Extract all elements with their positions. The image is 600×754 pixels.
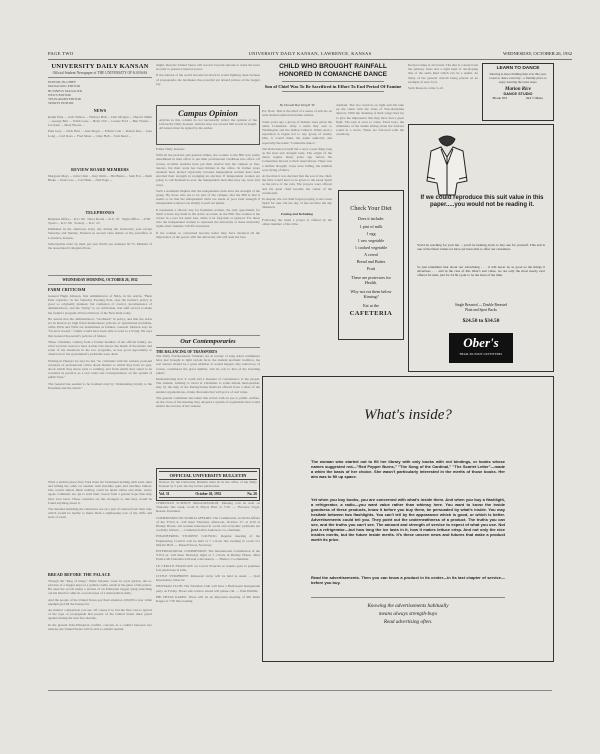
staff-line: EDITOR-IN-CHIEF xyxy=(48,80,77,84)
bread-article-body: Though the "king of kings," Haile Selassie, loses in royal garden, the re-pictures of a beggar kept on a golden cradle, sends at the gates of his palace. He used the words under a picture of an Ethiopian beggar lying stretching out his hand for alms in a recent issue of a metropolitan daily. And the people of the United States pay their attention 100,000 a year while unemployed till the houses far. An interior comparison you see. Of course it is, but the first case is typical of the type of propaganda that people of the United States must guard against during the next few months. In the present Italo-Ethiopian conflict, concern as a conflict between two nations, the United States will be able to remain neutral. xyxy=(48,578,152,631)
staff-line: MANAGING EDITOR xyxy=(48,84,81,89)
whats-inside-paragraph-2: Yet when you buy books, you are concerned with what's inside them. And when you buy a flashlight, a refrigerator, a radio—you want value rather than whimsy here. You want to know the inside goodness of these products, know it before you buy them, be persuaded by what's inside. You may hesitate between two flashlights. You can't tell by the appearance which is good, or which is better. Advertisements could tell you. They point out the underneathness of a product. The truths you can see, and the truths you can't see. The amount and strength of service to expect of what you use. Not just a refrigerator—but how long the ice lasts in it, how it makes lettuce crisp. And not only the nice insides merits, but the future inside merits. It's these unseen news and futures that make a product worth its price. xyxy=(311,497,505,542)
whats-inside-paragraph-3: Read the advertisements. Then you can know a product in its center—in its last chapter of service—before you buy. xyxy=(311,575,505,585)
masthead-subtitle: Official Student Newspaper of THE UNIVERSITY OF KANSAS xyxy=(52,71,148,75)
bulletin-title: OFFICIAL UNIVERSITY BULLETIN xyxy=(159,471,257,480)
staff-line: NEWS EDITOR xyxy=(48,92,71,97)
obers-logo-text: Ober's xyxy=(463,335,499,350)
whats-inside-footer-1: Knowing the advertisements habitually xyxy=(367,603,449,609)
rain-story-right-text: dormant. The two warriors on right and left take up the chant with the sides of War-discipline dancers. With the chanting of their songs they try to give the impression that they have had a great fight. The rain is soon to come. Tired boys, the drummers of the drums sitting about the dancers round in a circle. These are followed with the ceremony. xyxy=(336,103,404,137)
staff-line: TELEGRAPH EDITOR xyxy=(48,97,81,102)
newspaper-name-header: UNIVERSITY DAILY KANSAN, LAWRENCE, KANSAS xyxy=(248,51,372,56)
diet-item: 1 cooked vegetable xyxy=(354,245,388,250)
page-bottom-rule xyxy=(48,690,552,691)
telephones-block: Business Office ... K.U. 66 News Room ... K.U. 25 Night Office ... 2700 Sports ... K.U. 66 Society ... K.U. 25 Published in the afternoon every day during the University year except Saturday and Sunday. Entered as second class matter at the postoffice at Lawrence, Kansas. Subscription rates: by mail, per year $3.00; per semester $1.75. Member of the Associated Collegiate Press. xyxy=(48,216,152,250)
page-header xyxy=(48,49,572,60)
campus-opinion-note: Articles in this column do not necessarily reflect the opinion of the University Daily Kansan. Articles may not exceed 300 words in length. All letters must be signed by the author. xyxy=(159,118,257,131)
diet-item: 1 raw vegetable xyxy=(357,238,385,243)
rain-story-left-text: By Donald Roe Knight 'H Ed. Note: This is the third of a series of articles on each modern American Indian culture. Some years ago a group of Indians were given the name Comanche. Only a name they sent to Washington and the Indian Cultural. When such a reparation is begun not to any group of twenty kids, it would make the name authority and especially the name "Comanche dance." The Rain dance is held but a once a year thing long as the heat and drought lasts. The origin of the dance begins many years ago before the Comanches moved to their reservations. There was a terrible drought; crops were failing, the animals were dying of thirst. At the time it was decided that the son of the chief, the tribe would have to be given to the Great Spirit as the price of the rain. The prayers were offered and the great chief became the center of the ceremonial. In despair, the old chief began praying to the Great Spirit for rain. On the day of the sacrifice the sky darkened. Fasting and Rebuking Following the ritual a prayer is offered by the oldest member of the tribe. xyxy=(262,103,332,227)
masthead-dateline: WEDNESDAY MORNING, OCTOBER 26, 1932 xyxy=(62,277,138,282)
obers-ad-sizes: Single Breasted — Double Breasted xyxy=(454,303,508,307)
whats-inside-ad xyxy=(262,376,554,662)
bulletin-number: No. 26 xyxy=(247,492,257,496)
obers-ad-price: $24.50 to $34.50 xyxy=(462,318,500,324)
dance-ad-name: Marion Rice xyxy=(505,86,531,92)
obers-ad-sizes-2: Plain and Sport Backs xyxy=(465,308,497,312)
column-four-top-text: Reciprocating at all events. The diet is a study from the primary basis and a right kind of developing that of the same kind which can be a useful. As many of the general custom being placed on an example of new food. Such Reasons come to all. xyxy=(408,63,478,91)
diet-ad-question: Why not eat them below Kinsing? xyxy=(350,289,392,299)
diet-ad-eat: Eat at the xyxy=(363,303,379,308)
diet-item: 1 egg xyxy=(366,231,376,236)
farm-article-body: General Hugh Johnson, first administrator of NRA, in his article, "Burn Park Capitals," in the Saturday Evening Post, says the farmer's policy is good so originally planned, but confusion of control, incompetence of administrators, and the "bring" to on cultivation, had staff served to make the farmer's program all but oblivious of the New Deal today. He asserts that the administrators "vacillated" in policy, and that the AAA set in motion no high fixed maintenance policies of agricultural problems, while PWA and WPA are determined as failures. General Johnson says he "favored reward," claims would have been able to lead to a living. He says that General Roosevelt's policies of failure. These criticisms, coming from a former member of the official family, are what we have reason to hear. A man who knows the inside of the matter and some of the situations in the two programs, as has good opportunity to observe how the government's problems were dealt. Writing in Harpers he says he has "no criticisms with the earnest, personal creations of professional critics about matters to which they have no part, about which they know next to nothing, and from which they stand to be creatures in practice as a real order and correspondence on the system of public trust." The General has seemed to be troubled only by "maintaining loyalty to the President and the whole." xyxy=(48,293,152,390)
staff-line: SPORTS EDITOR xyxy=(48,101,74,106)
staff-list xyxy=(48,80,152,106)
rain-headline-line-2: HONORED IN COMANCHE DANCE xyxy=(278,71,388,78)
whats-inside-paragraph-1: The woman who started out to fill her library with only books with red bindings, or books whose names suggested red—"Red Pepper Burns," "The Song of the Cardinal," "The Scarlet Letter"—made a whim the basis of her choice. She wasn't particularly interested in the merits of those books. Her aim was to fill up space. xyxy=(311,459,505,479)
obers-ad-headline: If we could reproduce this suit value in this paper.....you would not be reading it. xyxy=(420,195,544,209)
bread-article-heading: BREAD BEFORE THE PALACE xyxy=(48,571,111,577)
column-two-top-text: might, then the United States will recover beyond episode to resist the fears in order to preserve neutral power. If the nations of the world become involved in actual fighting, then because of propaganda, the lawmaker the powerful yet absurd picture of the beggar lay. xyxy=(156,63,260,86)
bulletin-volume: Vol. 31 xyxy=(159,492,170,496)
bulletin-date: October 26, 1932 xyxy=(195,492,222,496)
bulletin-note: Notices for the University Bulletin must be in the office of the Daily Kansan by 5 p.m. the day before publication. xyxy=(159,480,257,489)
bulletin-issue-line xyxy=(159,490,257,498)
rain-deck: Son of Chief Was To Be Sacrificed in Effort To End Period Of Famine xyxy=(264,84,402,89)
whats-inside-footer-2: means always strength-buys xyxy=(378,611,438,617)
campus-opinion-body: Editor Daily Kansan: With all the pick-ins and general strikes, the wonder to the Hill now pretty determined in their effort to put their professional candidate into office. Of course, socialist students have put their reserve into the campus as free-lancers, but their work has been limited in the office. In former years students have picked vigorously because independent women have been enrolled their strength in swinging an election. If independent women are going to call themselves ever the independent men thus they say were told ways. Such a statement implies that the independent clubs have the strength of the group. By those who are to be part of the campus, that the Hill is that it seems to be that the independent clubs are made of poor fatal strength if independent women vote simply to pull out plums. It represents a chronic day for freshman women, the only opportunity for them to have any hand in the active accounts on the Hill. The women is the crease in a part not quite true, while it be forgotten or ignored. For those who the independent women to represent the university or these university rights, their students will lift an interest. If the women so concerned become better they have declared all the importance of the power with the university and will seek the best. xyxy=(156,147,260,239)
diet-item: Fruit xyxy=(366,266,376,271)
suit-illustration xyxy=(417,131,477,197)
contemporaries-heading: Our Contemporaries xyxy=(180,338,236,345)
review-board-label: REVIEW BOARD MEMBERS xyxy=(71,166,129,172)
diet-item: A cereal xyxy=(364,252,378,257)
suit-figure-icon xyxy=(427,136,467,195)
telephones-label: TELEPHONES xyxy=(85,209,115,215)
campus-opinion-box xyxy=(156,105,260,145)
dance-ad-contact xyxy=(483,96,553,100)
transports-heading: THE BALANCING OF TRANSPORTS xyxy=(156,350,218,354)
diet-ad-box xyxy=(338,190,404,340)
diet-ad-title: Check Your Diet xyxy=(350,205,392,212)
page-number-label: PAGE TWO xyxy=(48,51,74,56)
dance-ad-box xyxy=(482,63,554,121)
campus-opinion-heading: Campus Opinion xyxy=(178,108,238,118)
masthead-column xyxy=(48,63,152,688)
obers-logo-sub: HEAD-TO-FOOT OUTFITTERS xyxy=(459,353,503,356)
issue-date-header: WEDNESDAY, OCTOBER 26, 1932 xyxy=(503,51,572,56)
rain-byline: By Donald Roe Knight 'H xyxy=(279,103,315,107)
obers-ad-paragraph-2: So just remember that about our advertising . . . it will never be as good as the things it advertises . . . and in the case of this Ober's suit value, we are only the most nearly ever offered for men, just for 24.50 a pair to be the most of the time. xyxy=(417,265,545,278)
obers-suit-ad xyxy=(408,124,554,372)
bulletin-body: CHRISTIAN SCIENCE ORGANIZATION: Meeting will be held on Thursday this week, room 8, Myers Hall, at 7:30. — Florence Vogel, Reader, President. COMMISSION ON WORLD AFFAIRS: The Commission on World Affairs of the Y.W.C.A. will meet Thursday afternoon, October 27, at 4:30 at Henley House. All women interested in social and economic problems are cordially invited. — Catherine Kellar Anderson, Co-chairman. ENGINEERING STUDENT COUNCIL: Regular meeting of the Engineering Council will be held at 7 o'clock this evening in room 111 Marvin Hall. — Russell Snow, Secretary. INTERNATIONAL COMMISSION: The International Commission of the Y.W.C.A. will meet Thursday night at 7 o'clock in Henley House. Miss Eunice McClanahan will lead a discussion. — Hunter, Co-chairman. LE CERCLE FRANCAIS: Le Cercle Francais se reunira pour la premiere fois jeudi dans la salle. LITTLE SYMPHONY: Rehearsal today will be held as usual. — Karl Kuersteiner, Director. NEWMAN CLUB: The Newman Club will have a Halloween masquerade party on Friday. Those who wish to attend will please call. — Paul Hamlin. PHI DELTA KAPPA: There will be an important meeting of Phi Delta Kappa at 7:30 this evening. xyxy=(156,501,260,604)
diet-ad-tail: These are protectors for Health. xyxy=(351,275,391,285)
masthead-title: UNIVERSITY DAILY KANSAN xyxy=(51,63,149,70)
farm-article-more: What a terrible place New York must be! Dominant holding with each other and killing the other on another with machine guns and machine bullets. One would almost think nothing could be under tables and shun, weary again. Criminals are apt to hold their reason from a greater hope than they have ever been. These countries are the strongest so that they would be found anything about it. The detailed attending the chain here are on a part of caution from their rule, which would be hardly to make them a sightseeing tour of the cliffs and state of room. xyxy=(48,479,152,520)
diet-item: 1 pint of milk xyxy=(359,224,383,229)
rain-headline-line-1: CHILD WHO BROUGHT RAINFALL xyxy=(279,63,387,70)
diet-ad-intro: Does it include: xyxy=(357,216,385,221)
dance-ad-studio: DANCE STUDIO xyxy=(503,91,533,96)
opinion-column xyxy=(156,63,260,688)
official-bulletin-box xyxy=(156,468,260,501)
diet-item: Bread and Butter xyxy=(356,259,386,264)
dance-ad-heading: LEARN TO DANCE xyxy=(496,66,540,71)
staff-line: BUSINESS MANAGER xyxy=(48,88,83,93)
rain-subhead-fasting: Fasting and Rebuking xyxy=(280,211,314,216)
obers-logo xyxy=(449,333,513,363)
whats-inside-footer-3: Read advertising often. xyxy=(383,619,433,625)
diet-ad-cafeteria: CAFETERIA xyxy=(349,310,393,317)
whats-inside-title: What's inside? xyxy=(364,407,452,423)
dance-ad-body: Dancing is more thrilling than ever this year. Learn to dance correctly... a friendly place to enjoy learning the latest steps. xyxy=(489,72,547,84)
review-board-names: Margaret Mays ... John Clark ... Ray Wells ... Hal Burns ... Sam Fox ... Ruth Blake ... Doris Lee ... Carl Hunt ... Nell Page ... xyxy=(48,173,152,182)
staff-names-block: Ralph Fine ... Jack Wilson ... Herbert Hall ... Dan Morgan ... Harold Smith ... George Barr ... Edith Lane ... Betty Vail ... Louise Ford ... Ben Wayne ... Joe Kent ... Mary Boone ... Paul Gray ... Dick Hart ... Ann Meyer ... Edwin Cole ... Robert Dee ... Jean Long ... Carl Ross ... Fred Moss ... Clare Hall ... Tom Reed ... xyxy=(48,114,152,138)
farm-article-heading: FARM CRITICISM xyxy=(48,286,86,292)
contemporaries-body: The Daily Northwestern: Students are in receipt of long dated commuters have just brought to light certain facts, the student problem: tradition, the real answer should be a great addition. It would happen only tomorrow, of course, considered the great number, and its cost to that of the traveling public. Demonstrating how it could add a measure of convenience to the people. The student, wishing to travel at Christmas to some distant metropolitan, may by the help of the Pennsylvania Railroad offered from a table of the student organizations, obtain discounts that will prove of real value. The general committee has taken this action with an eye to public welfare. At the close of the meeting they adopted a system of regulations that would ensure the success of the venture. xyxy=(156,354,260,409)
obers-ad-paragraph-1: You'd be reaching for your hat ... you'd be rushing down to buy one for yourself. This suit is one of the finest values we have yet been able to offer our customers. xyxy=(417,243,545,252)
dance-ad-phone: Phone 953 xyxy=(492,95,507,100)
dance-ad-address: 924 ½ Mass. xyxy=(526,95,544,100)
news-section-label: NEWS xyxy=(93,107,107,113)
